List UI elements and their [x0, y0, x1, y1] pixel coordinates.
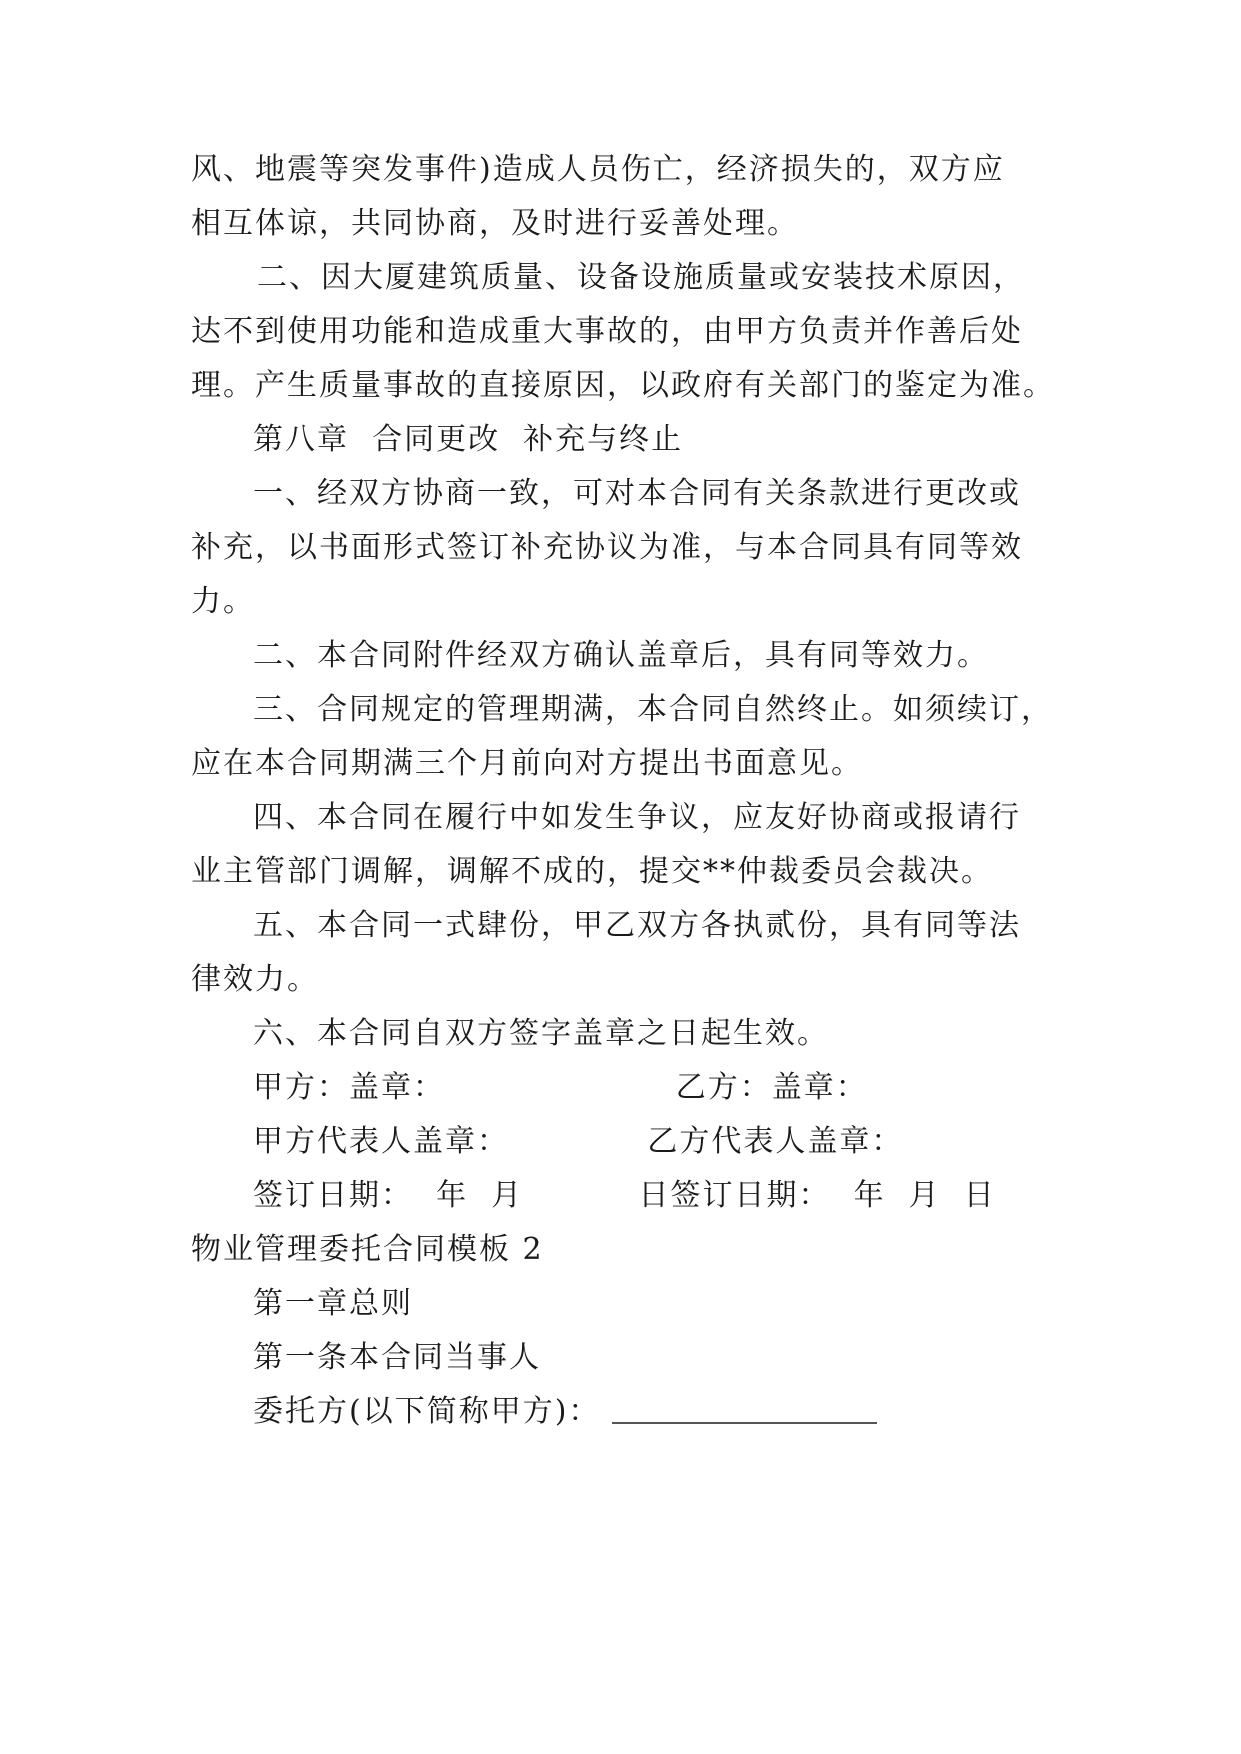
paragraph-line: 二、因大厦建筑质量、设备设施质量或安装技术原因， — [257, 260, 1025, 295]
fill-in-blank — [612, 1422, 877, 1424]
paragraph-line: 补充，以书面形式签订补充协议为准，与本合同具有同等效 — [191, 530, 1023, 565]
document-title: 物业管理委托合同模板 2 — [191, 1232, 544, 1267]
paragraph-line: 四、本合同在履行中如发生争议，应友好协商或报请行 — [253, 800, 1021, 835]
paragraph-line: 三、合同规定的管理期满，本合同自然终止。如须续订， — [253, 692, 1053, 727]
paragraph-line: 理。产生质量事故的直接原因，以政府有关部门的鉴定为准。 — [191, 368, 1055, 403]
paragraph-line: 业主管部门调解，调解不成的，提交**仲裁委员会裁决。 — [191, 854, 993, 889]
paragraph-line: 六、本合同自双方签字盖章之日起生效。 — [253, 1016, 829, 1051]
paragraph-line: 风、地震等突发事件)造成人员伤亡，经济损失的，双方应 — [191, 152, 1005, 187]
signature-line-date: 签订日期： 年 月 日签订日期： 年 月 日 — [253, 1178, 996, 1213]
paragraph-line: 一、经双方协商一致，可对本合同有关条款进行更改或 — [253, 476, 1021, 511]
signature-line-seal: 甲方：盖章： 乙方：盖章： — [253, 1070, 868, 1105]
paragraph-line: 力。 — [191, 584, 255, 619]
client-party-label: 委托方(以下简称甲方)： — [253, 1394, 601, 1429]
paragraph-line: 二、本合同附件经双方确认盖章后，具有同等效力。 — [253, 638, 989, 673]
article-heading: 第一条本合同当事人 — [253, 1340, 541, 1375]
client-party-line — [253, 1392, 877, 1432]
chapter-heading: 第一章总则 — [253, 1286, 413, 1321]
chapter-heading: 第八章 合同更改 补充与终止 — [253, 422, 684, 457]
paragraph-line: 应在本合同期满三个月前向对方提出书面意见。 — [191, 746, 863, 781]
paragraph-line: 五、本合同一式肆份，甲乙双方各执贰份，具有同等法 — [253, 908, 1021, 943]
paragraph-line: 达不到使用功能和造成重大事故的，由甲方负责并作善后处 — [191, 314, 1023, 349]
signature-line-representative: 甲方代表人盖章： 乙方代表人盖章： — [253, 1124, 904, 1159]
paragraph-line: 相互体谅，共同协商，及时进行妥善处理。 — [191, 206, 799, 241]
paragraph-line: 律效力。 — [191, 962, 319, 997]
